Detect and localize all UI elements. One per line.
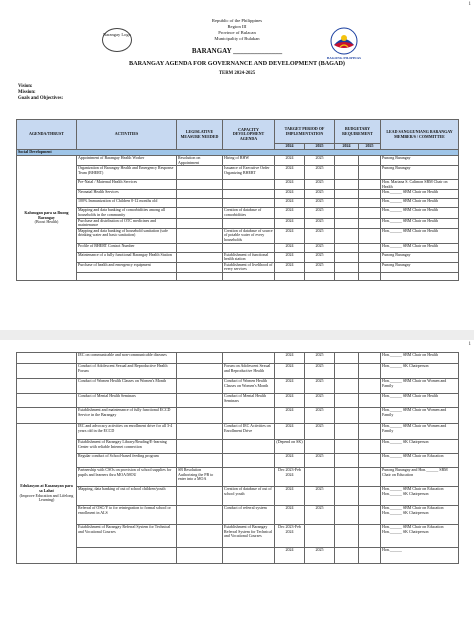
- budget-cell: [335, 454, 359, 468]
- lead-cell: Hon.______ SBM Chair on Education Hon.______ SK Chairperson: [381, 487, 459, 506]
- budget-cell: [359, 272, 381, 280]
- col-year: 2025: [359, 144, 381, 150]
- target-year-cell: 2025: [305, 394, 335, 408]
- activity-cell: Conduct of Mental Health Seminars: [77, 394, 177, 408]
- budget-cell: [335, 353, 359, 364]
- legislative-cell: [177, 440, 223, 454]
- budget-cell: [335, 424, 359, 440]
- activity-cell: Mapping, data banking of out of school children/youth: [77, 487, 177, 506]
- lead-cell: Hon.______ SBM Chair on Women and Family: [381, 424, 459, 440]
- capacity-cell: [223, 199, 275, 208]
- budget-cell: [335, 440, 359, 454]
- activity-cell: Appointment of Barangay Health Worker: [77, 156, 177, 166]
- activity-cell: Pre-Natal / Maternal Health Services: [77, 180, 177, 190]
- activity-cell: [77, 548, 177, 564]
- pillar-title: Kalusugan para sa Buong Barangay: [24, 210, 69, 220]
- target-year-cell: 2025: [305, 252, 335, 262]
- capacity-cell: Issuance of Executive Order Organizing BHERT: [223, 166, 275, 180]
- lead-cell: Punong Barangay: [381, 156, 459, 166]
- legislative-cell: [177, 506, 223, 525]
- activity-cell: [77, 272, 177, 280]
- budget-cell: [335, 408, 359, 424]
- activity-cell: Mapping and data banking of household sanitation (safe drinking water and basic sanitation): [77, 228, 177, 243]
- agenda-table-page-1: [16, 119, 459, 281]
- table-row: [17, 252, 459, 262]
- activity-cell: Purchase and distribution of OTC medicines and maintenance: [77, 218, 177, 228]
- table-row: [17, 218, 459, 228]
- target-year-cell: 2024: [275, 218, 305, 228]
- budget-cell: [359, 394, 381, 408]
- budget-cell: [335, 364, 359, 379]
- legislative-cell: [177, 199, 223, 208]
- target-year-cell: 2024: [275, 252, 305, 262]
- budget-cell: [359, 252, 381, 262]
- target-year-cell: Dec 2023-Feb 2024: [275, 468, 305, 487]
- activity-cell: IEC and advocacy activities on enrollment drive for all 3-4 years old in the ECCD: [77, 424, 177, 440]
- agenda-cell: [17, 394, 77, 408]
- capacity-cell: Conduct of Women Health Classes on Women's Month: [223, 379, 275, 394]
- lead-cell: Hon.______ SBM Chair on Health: [381, 394, 459, 408]
- capacity-cell: Establishment of Barangay Referral System for Technical and Vocational Courses: [223, 525, 275, 548]
- activity-cell: Referral of OSC/Y to for reintegration to formal school or enrollment in ALS: [77, 506, 177, 525]
- legislative-cell: [177, 454, 223, 468]
- budget-cell: [359, 228, 381, 243]
- budget-cell: [359, 440, 381, 454]
- budget-cell: [335, 525, 359, 548]
- budget-cell: [335, 228, 359, 243]
- table-row: [17, 487, 459, 506]
- target-year-cell: 2025: [305, 364, 335, 379]
- budget-cell: [359, 180, 381, 190]
- legislative-cell: [177, 525, 223, 548]
- target-year-cell: 2024: [275, 408, 305, 424]
- lead-cell: Punong Barangay: [381, 262, 459, 272]
- table-row: [17, 190, 459, 199]
- legislative-cell: [177, 272, 223, 280]
- target-year-cell: 2024: [275, 190, 305, 199]
- budget-cell: [335, 218, 359, 228]
- page-number: 1: [468, 2, 471, 7]
- agenda-cell: [17, 408, 77, 424]
- lead-cell: Hon.______ SBM Chair on Health: [381, 218, 459, 228]
- budget-cell: [335, 166, 359, 180]
- activity-cell: 100% Immunization of Children 0-12 months old: [77, 199, 177, 208]
- document-title: BARANGAY AGENDA FOR GOVERNANCE AND DEVELOPMENT (BAGAD): [128, 60, 345, 67]
- lead-cell: Hon.______ SBM Chair on Women and Family: [381, 408, 459, 424]
- pillar-cell: [17, 156, 77, 281]
- legislative-cell: [177, 166, 223, 180]
- budget-cell: [335, 190, 359, 199]
- pillar-title: Edukasyon at Kasanayan para sa Lahat: [20, 483, 73, 493]
- capacity-cell: [223, 272, 275, 280]
- activity-cell: Maintenance of a fully functional Barangay Health Station: [77, 252, 177, 262]
- target-year-cell: 2025: [305, 190, 335, 199]
- document-term: TERM 2024-2025: [218, 71, 256, 76]
- budget-cell: [335, 548, 359, 564]
- col-agenda: AGENDA/THRUST: [17, 120, 77, 150]
- legislative-cell: [177, 487, 223, 506]
- legislative-cell: [177, 228, 223, 243]
- budget-cell: [335, 208, 359, 218]
- capacity-cell: Creation of database of comorbidities: [223, 208, 275, 218]
- budget-cell: [359, 525, 381, 548]
- seal-caption: BAGONG PILIPINAS: [326, 56, 362, 60]
- capacity-cell: [223, 218, 275, 228]
- pillar-subtitle: (Boost Health): [34, 219, 59, 225]
- legislative-cell: [177, 394, 223, 408]
- budget-cell: [359, 379, 381, 394]
- section-heading: Social Development: [17, 150, 459, 156]
- lead-cell: Hon.______ SK Chairperson: [381, 364, 459, 379]
- page-number: 1: [468, 342, 471, 347]
- budget-cell: [359, 548, 381, 564]
- budget-cell: [359, 262, 381, 272]
- table-row: [17, 525, 459, 548]
- budget-cell: [359, 208, 381, 218]
- header-republic: Republic of the Philippines: [211, 18, 263, 23]
- target-year-cell: 2024: [275, 424, 305, 440]
- table-row: [17, 548, 459, 564]
- table-row: [17, 353, 459, 364]
- legislative-cell: [177, 424, 223, 440]
- lead-cell: Hon.______ SBM Chair on Education Hon.______ SK Chairperson: [381, 525, 459, 548]
- budget-cell: [335, 243, 359, 252]
- legislative-cell: [177, 353, 223, 364]
- budget-cell: [335, 272, 359, 280]
- budget-cell: [359, 218, 381, 228]
- capacity-cell: Creation of database of out of school youth: [223, 487, 275, 506]
- budget-cell: [359, 408, 381, 424]
- lead-cell: Hon.______ SBM Chair on Health: [381, 208, 459, 218]
- target-year-cell: 2025: [305, 228, 335, 243]
- capacity-cell: Conduct of Mental Health Seminars: [223, 394, 275, 408]
- target-year-cell: [305, 468, 335, 487]
- lead-cell: Hon.______ SBM Chair on Health: [381, 190, 459, 199]
- capacity-cell: Forum on Adolescent Sexual and Reproductive Health: [223, 364, 275, 379]
- target-year-cell: 2025: [305, 218, 335, 228]
- legislative-cell: [177, 379, 223, 394]
- header-municipality: Municipality of Bulakan: [214, 36, 260, 41]
- legislative-cell: [177, 190, 223, 199]
- lead-cell: Hon.______: [381, 548, 459, 564]
- target-year-cell: 2025: [305, 408, 335, 424]
- table-row: [17, 440, 459, 454]
- target-year-cell: [305, 272, 335, 280]
- budget-cell: [335, 156, 359, 166]
- target-year-cell: [305, 525, 335, 548]
- budget-cell: [359, 199, 381, 208]
- legislative-cell: [177, 243, 223, 252]
- capacity-cell: Hiring of BHW: [223, 156, 275, 166]
- budget-cell: [359, 424, 381, 440]
- col-capacity: CAPACITY DEVELOPMENT AGENDA: [223, 120, 275, 150]
- table-row: [17, 208, 459, 218]
- target-year-cell: 2025: [305, 208, 335, 218]
- lead-cell: [381, 272, 459, 280]
- budget-cell: [335, 252, 359, 262]
- table-row: [17, 408, 459, 424]
- target-year-cell: 2024: [275, 243, 305, 252]
- target-year-cell: 2025: [305, 353, 335, 364]
- target-year-cell: 2025: [305, 487, 335, 506]
- capacity-cell: [223, 190, 275, 199]
- budget-cell: [335, 379, 359, 394]
- capacity-cell: [223, 180, 275, 190]
- capacity-cell: Conduct of IEC Activities on Enrollment Drive: [223, 424, 275, 440]
- target-year-cell: 2024: [275, 548, 305, 564]
- table-row: [17, 272, 459, 280]
- target-year-cell: 2024: [275, 353, 305, 364]
- target-year-cell: 2025: [305, 506, 335, 525]
- lead-cell: Punong Barangay and Hon.______ SBM Chair on Education: [381, 468, 459, 487]
- target-year-cell: 2025: [305, 454, 335, 468]
- budget-cell: [359, 190, 381, 199]
- capacity-cell: [223, 353, 275, 364]
- activity-cell: IEC on communicable and non-communicable diseases: [77, 353, 177, 364]
- target-year-cell: 2024: [275, 166, 305, 180]
- agenda-cell: [17, 364, 77, 379]
- table-row: [17, 454, 459, 468]
- target-year-cell: 2025: [305, 166, 335, 180]
- table-row: [17, 379, 459, 394]
- budget-cell: [359, 166, 381, 180]
- target-year-cell: 2024: [275, 156, 305, 166]
- vision-label: Vision:: [18, 84, 33, 89]
- target-year-cell: [305, 440, 335, 454]
- budget-cell: [359, 506, 381, 525]
- lead-cell: Hon.______ SBM Chair on Women and Family: [381, 379, 459, 394]
- budget-cell: [335, 180, 359, 190]
- budget-cell: [359, 353, 381, 364]
- legislative-cell: [177, 408, 223, 424]
- capacity-cell: [223, 548, 275, 564]
- col-budget: BUDGETARY REQUIREMENT: [335, 120, 381, 144]
- budget-cell: [359, 487, 381, 506]
- lead-cell: Hon.______ SBM Chair on Health: [381, 228, 459, 243]
- agenda-cell: [17, 353, 77, 364]
- budget-cell: [335, 506, 359, 525]
- capacity-cell: [223, 468, 275, 487]
- budget-cell: [359, 243, 381, 252]
- target-year-cell: 2025: [305, 262, 335, 272]
- capacity-cell: Creation of database of source of potable water of every households: [224, 228, 273, 242]
- header-barangay: BARANGAY ______________: [191, 47, 283, 55]
- target-year-cell: Dec 2023-Feb 2024: [275, 525, 305, 548]
- lead-cell: Hon.______ SK Chairperson: [381, 440, 459, 454]
- lead-cell: Hon.______ SBM Chair on Health: [381, 199, 459, 208]
- target-year-cell: 2025: [305, 243, 335, 252]
- target-year-cell: 2024: [275, 199, 305, 208]
- legislative-cell: [177, 208, 223, 218]
- pillar-subtitle: (Improve Education and Lifelong Learning): [19, 492, 74, 503]
- legislative-cell: [177, 548, 223, 564]
- budget-cell: [335, 199, 359, 208]
- pillar-cell: [17, 424, 77, 564]
- table-row: [17, 180, 459, 190]
- legislative-cell: Resolution on Appointment: [177, 156, 223, 166]
- target-year-cell: 2024: [275, 379, 305, 394]
- col-year: 2024: [335, 144, 359, 150]
- budget-cell: [359, 468, 381, 487]
- legislative-cell: [177, 180, 223, 190]
- target-year-cell: 2024: [275, 208, 305, 218]
- activity-cell: Regular conduct of School-based feeding program: [77, 454, 177, 468]
- legislative-cell: [177, 218, 223, 228]
- target-year-cell: 2024: [275, 262, 305, 272]
- target-year-cell: 2024: [275, 180, 305, 190]
- barangay-logo-text: Barangay Logo: [103, 32, 131, 37]
- target-year-cell: (Depend on SK): [275, 440, 305, 454]
- legislative-cell: SB Resolution Authorizing the PB to enter into a MOA: [177, 468, 223, 487]
- activity-cell: Partnership with CSOs on provision of school supplies for pupils and learners thru MOA/MOU: [77, 468, 177, 487]
- table-row: [17, 468, 459, 487]
- budget-cell: [335, 394, 359, 408]
- capacity-cell: Establishment of functional health station: [223, 252, 275, 262]
- activity-cell: Mapping and data banking of comorbidities among all households in the community: [77, 208, 177, 218]
- capacity-cell: [223, 408, 275, 424]
- target-year-cell: 2025: [305, 156, 335, 166]
- col-activities: ACTIVITIES: [77, 120, 177, 150]
- target-year-cell: 2024: [275, 506, 305, 525]
- header-province: Province of Bulacan: [218, 30, 256, 35]
- target-year-cell: 2025: [305, 424, 335, 440]
- activity-cell: Organization of Barangay Health and Emergency Response Team (BHERT): [77, 166, 177, 180]
- target-year-cell: 2025: [305, 180, 335, 190]
- activity-cell: Profile of BHERT Contact Number: [77, 243, 177, 252]
- header-region: Region III: [227, 24, 247, 29]
- lead-cell: Hon.______ SBM Chair on Education: [381, 454, 459, 468]
- activity-cell: Conduct of Adolescent Sexual and Reproductive Health Forum: [77, 364, 177, 379]
- capacity-cell: [223, 440, 275, 454]
- target-year-cell: 2024: [275, 364, 305, 379]
- capacity-cell: [223, 454, 275, 468]
- target-year-cell: 2025: [305, 548, 335, 564]
- table-row: [17, 166, 459, 180]
- col-legislative: LEGISLATIVE MEASURE NEEDED: [177, 120, 223, 150]
- target-year-cell: 2024: [275, 228, 305, 243]
- activity-cell: Establishment of Barangay Library/Reading/E-learning Center with reliable Internet connection: [77, 440, 177, 454]
- table-row: [17, 243, 459, 252]
- budget-cell: [335, 262, 359, 272]
- activity-cell: Neonatal Health Services: [77, 190, 177, 199]
- table-row: [17, 506, 459, 525]
- budget-cell: [335, 487, 359, 506]
- lead-cell: Hon.______ SBM Chair on Education Hon.______ SK Chairperson: [381, 506, 459, 525]
- budget-cell: [359, 454, 381, 468]
- table-row: [17, 262, 459, 272]
- table-row: [17, 364, 459, 379]
- budget-cell: [335, 468, 359, 487]
- agenda-table-page-2: [16, 352, 459, 564]
- lead-cell: Hon. Mariana S. Calimon SBM Chair on Health: [381, 180, 459, 190]
- lead-cell: Punong Barangay: [381, 252, 459, 262]
- table-row: [17, 424, 459, 440]
- col-year: 2024: [275, 144, 305, 150]
- target-year-cell: 2024: [275, 394, 305, 408]
- table-row: [17, 199, 459, 208]
- activity-cell: Conduct of Women Health Classes on Women's Month: [77, 379, 177, 394]
- capacity-cell: [223, 243, 275, 252]
- mission-label: Mission:: [18, 90, 36, 95]
- table-row: [17, 228, 459, 243]
- budget-cell: [359, 364, 381, 379]
- legislative-cell: [177, 262, 223, 272]
- activity-cell: Purchase of health and emergency equipment: [77, 262, 177, 272]
- document-page-2: [0, 340, 474, 632]
- legislative-cell: [177, 252, 223, 262]
- budget-cell: [359, 156, 381, 166]
- goals-label: Goals and Objectives:: [18, 96, 64, 101]
- table-row: [17, 156, 459, 166]
- capacity-cell: Establishment of livelihood of every services: [224, 262, 273, 272]
- lead-cell: Hon.______ SBM Chair on Health: [381, 243, 459, 252]
- lead-cell: Hon.______ SBM Chair on Health: [381, 353, 459, 364]
- legislative-cell: [177, 364, 223, 379]
- col-lead: LEAD SANGGUNIANG BARANGAY MEMBER/S / COMMITTEE: [381, 120, 459, 150]
- col-year: 2025: [305, 144, 335, 150]
- col-target: TARGET PERIOD OF IMPLEMENTATION: [275, 120, 335, 144]
- target-year-cell: 2024: [275, 487, 305, 506]
- agenda-cell: [17, 379, 77, 394]
- target-year-cell: [275, 272, 305, 280]
- lead-cell: Punong Barangay: [381, 166, 459, 180]
- table-row: [17, 394, 459, 408]
- capacity-cell: Conduct of referral system: [223, 506, 275, 525]
- activity-cell: Establishment of Barangay Referral System for Technical and Vocational Courses: [77, 525, 177, 548]
- target-year-cell: 2025: [305, 379, 335, 394]
- activity-cell: Establishment and maintenance of fully functional ECCD Service in the Barangay: [77, 408, 177, 424]
- target-year-cell: 2025: [305, 199, 335, 208]
- target-year-cell: 2024: [275, 454, 305, 468]
